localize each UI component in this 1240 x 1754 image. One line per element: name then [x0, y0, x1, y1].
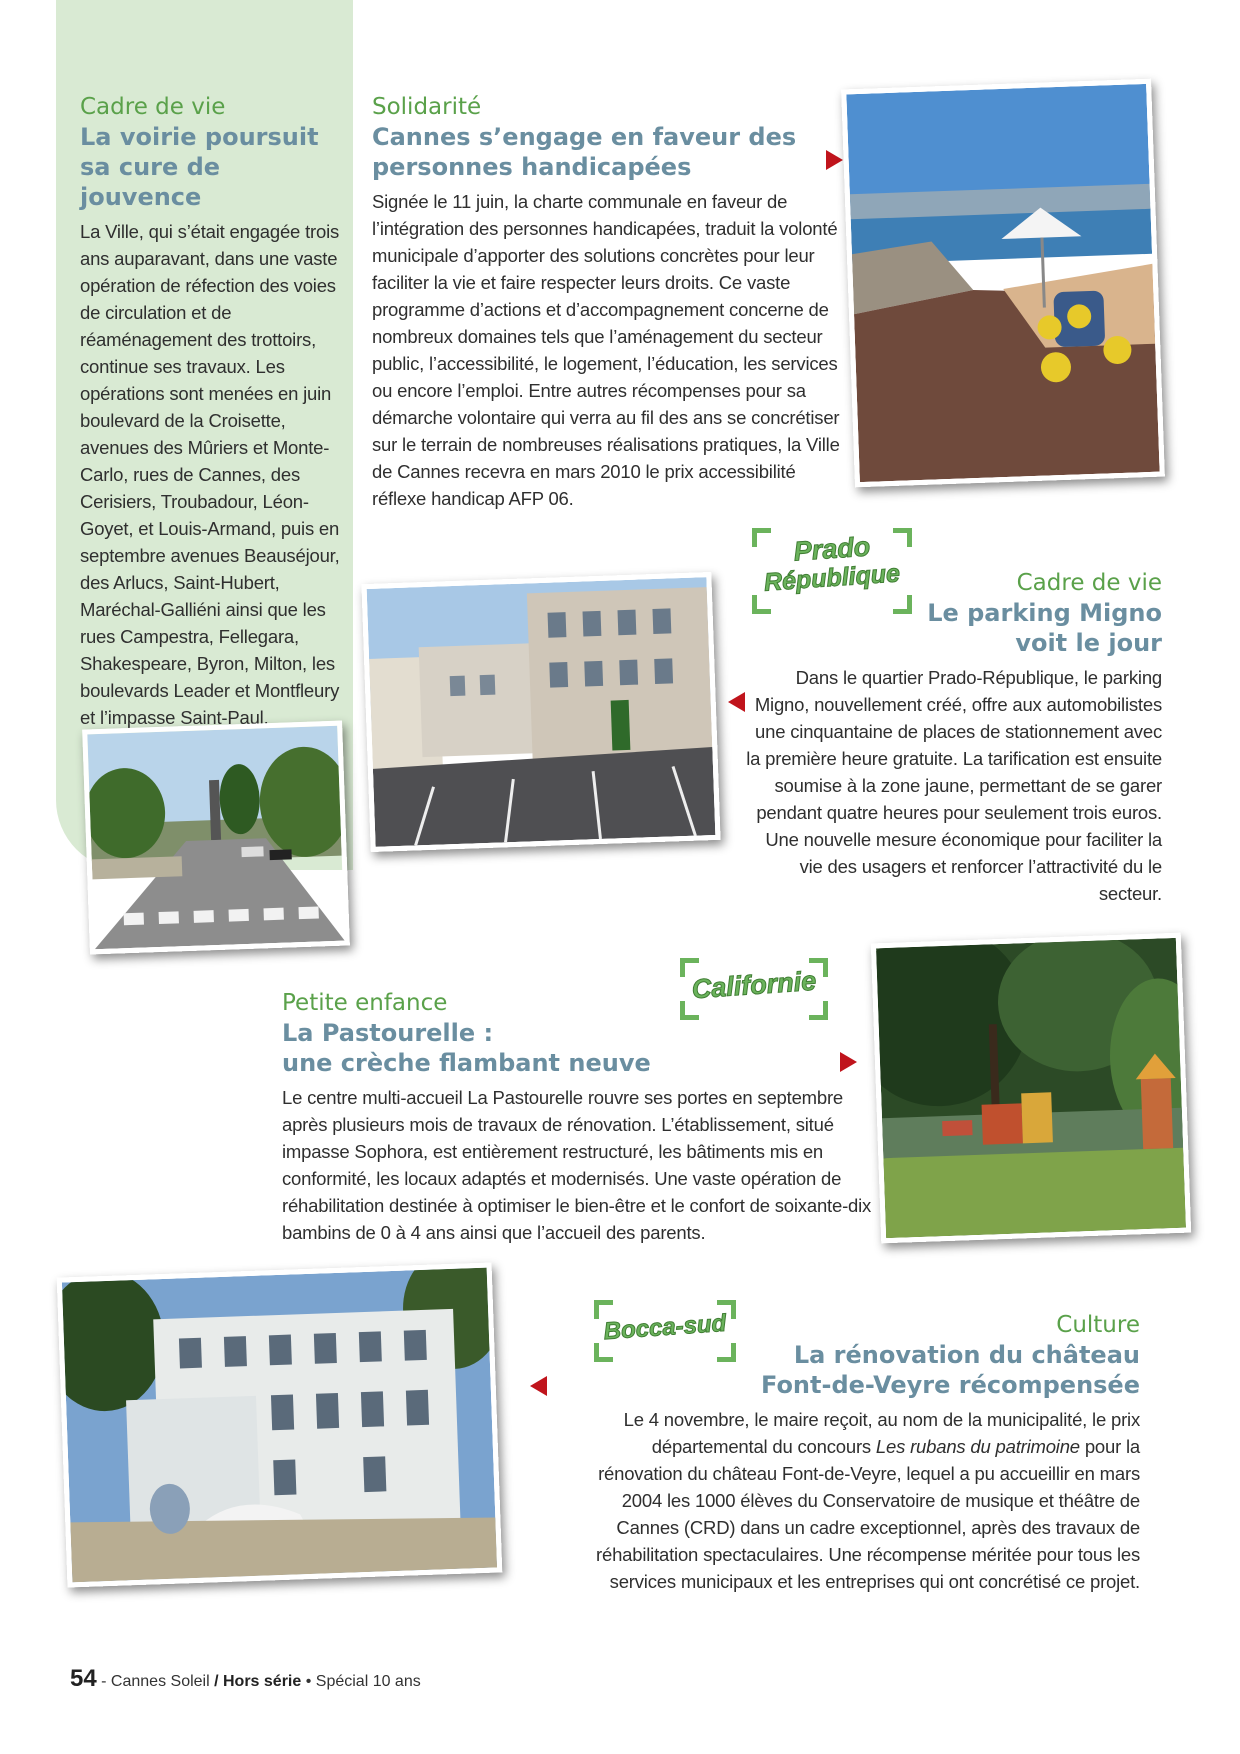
magazine-name: Cannes Soleil: [110, 1673, 210, 1690]
article-voirie: [80, 92, 345, 731]
footer-bullet: •: [301, 1673, 316, 1690]
title-line: Cannes s’engage en faveur des: [372, 123, 797, 151]
title-line: Le parking Migno: [927, 599, 1162, 627]
body-text: Le 4 novembre, le maire reçoit, au nom de la municipalité, le prix départemental du concours: [623, 1409, 1140, 1457]
title-line: La voirie poursuit: [80, 123, 319, 151]
article-chateau: [575, 1310, 1140, 1595]
article-solidarite: [372, 92, 842, 512]
category-label: Solidarité: [372, 94, 482, 120]
badge-label: Californie: [690, 965, 818, 1005]
title-line: La rénovation du château: [793, 1341, 1140, 1369]
article-body: Signée le 11 juin, la charte communale en faveur de l’intégration des personnes handicapées, traduit la volonté municipale d’apporter des solutions concrètes pour leur faciliter la vie et faire respecter leurs droits. Ce vaste programme d’actions et d’accompagnement concerne de nombreux domaines tels que l’aménagement du secteur public, l’accessibilité, le logement, l’éducation, les services ou encore l’emploi. Entre autres récompenses pour sa démarche volontaire qui verra au fil des ans se concrétiser sur le terrain de nombreuses réalisations pratiques, la Ville de Cannes recevra en mars 2010 le prix accessibilité réflexe handicap AFP 06.: [372, 191, 840, 509]
category-label: Cadre de vie: [80, 94, 226, 120]
article-title: [575, 1340, 1140, 1400]
article-pastourelle: [282, 988, 882, 1246]
title-line: Font-de-Veyre récompensée: [761, 1371, 1140, 1399]
article-title: [282, 1018, 882, 1078]
article-title: [80, 122, 345, 212]
category-label: Cadre de vie: [1016, 570, 1162, 596]
footer-separator: -: [96, 1673, 111, 1690]
title-line: une crèche flambant neuve: [282, 1049, 651, 1077]
title-line: personnes handicapées: [372, 153, 692, 181]
article-title: [372, 122, 842, 182]
badge-label: République: [763, 559, 901, 597]
article-title: [740, 598, 1162, 658]
footer-slash: /: [209, 1673, 223, 1690]
article-parking: [740, 568, 1162, 907]
badge-label: Bocca-sud: [602, 1309, 728, 1346]
issue-label: Hors série: [223, 1673, 302, 1690]
article-body: La Ville, qui s’était engagée trois ans auparavant, dans une vaste opération de réfection des voies de circulation et de réaménagement des trottoirs, continue ses travaux. Les opérations sont menées en juin boulevard de la Croisette, avenues des Mûriers et Monte-Carlo, rues de Cannes, des Cerisiers, Troubadour, Léon-Goyet, et Louis-Armand, puis en septembre avenues Beauséjour, des Arlucs, Saint-Hubert, Maréchal-Galliéni ainsi que les rues Campestra, Fellegara, Shakespeare, Byron, Milton, les boulevards Leader et Montfleury et l’impasse Saint-Paul.: [80, 221, 340, 728]
photo-parking-migno: [361, 572, 720, 852]
red-arrow-right-icon: [840, 1052, 857, 1072]
page-footer: [70, 1665, 421, 1693]
title-line: voit le jour: [1015, 629, 1162, 657]
photo-beach-wheelchair: [841, 79, 1165, 488]
photo-creche-garden: [871, 933, 1191, 1244]
contest-name: Les rubans du patrimoine: [875, 1436, 1080, 1457]
red-arrow-right-icon: [826, 150, 843, 170]
article-body: [575, 1406, 1140, 1595]
photo-chateau-font-de-veyre: [57, 1263, 503, 1588]
body-text: pour la rénovation du château Font-de-Veyre, lequel a pu accueillir en mars 2004 les 1000 élèves du Conservatoire de musique et théâtre de Cannes (CRD) dans un cadre exceptionnel, après des travaux de réhabilitation spectaculaires. Une récompense méritée pour tous les services municipaux et les entreprises qui ont concrétisé ce projet.: [596, 1436, 1140, 1592]
article-body: Le centre multi-accueil La Pastourelle rouvre ses portes en septembre après plusieurs mois de travaux de rénovation. L’établissement, situé impasse Sophora, est entièrement restructuré, les bâtiments mis en conformité, les locaux adaptés et modernisés. Une vaste opération de réhabilitation destinée à optimiser le bien-être et le confort de soixante-dix bambins de 0 à 4 ans ainsi que l’accueil des parents.: [282, 1087, 872, 1243]
red-arrow-left-icon: [530, 1376, 547, 1396]
article-body: Dans le quartier Prado-République, le parking Migno, nouvellement créé, offre aux automobilistes une cinquantaine de places de stationnement avec la première heure gratuite. La tarification est ensuite soumise à la zone jaune, permettant de se garer pendant quatre heures pour seulement trois euros. Une nouvelle mesure économique pour faciliter la vie des usagers et renforcer l’attractivité du le secteur.: [746, 667, 1162, 904]
category-label: Culture: [1056, 1312, 1140, 1338]
title-line: sa cure de jouvence: [80, 153, 221, 211]
photo-street-crosswalk: [82, 721, 350, 955]
badge-label: Prado: [792, 531, 872, 567]
title-line: La Pastourelle :: [282, 1019, 494, 1047]
special-label: Spécial 10 ans: [315, 1673, 421, 1690]
page-number: 54: [70, 1665, 97, 1692]
category-label: Petite enfance: [282, 990, 448, 1016]
